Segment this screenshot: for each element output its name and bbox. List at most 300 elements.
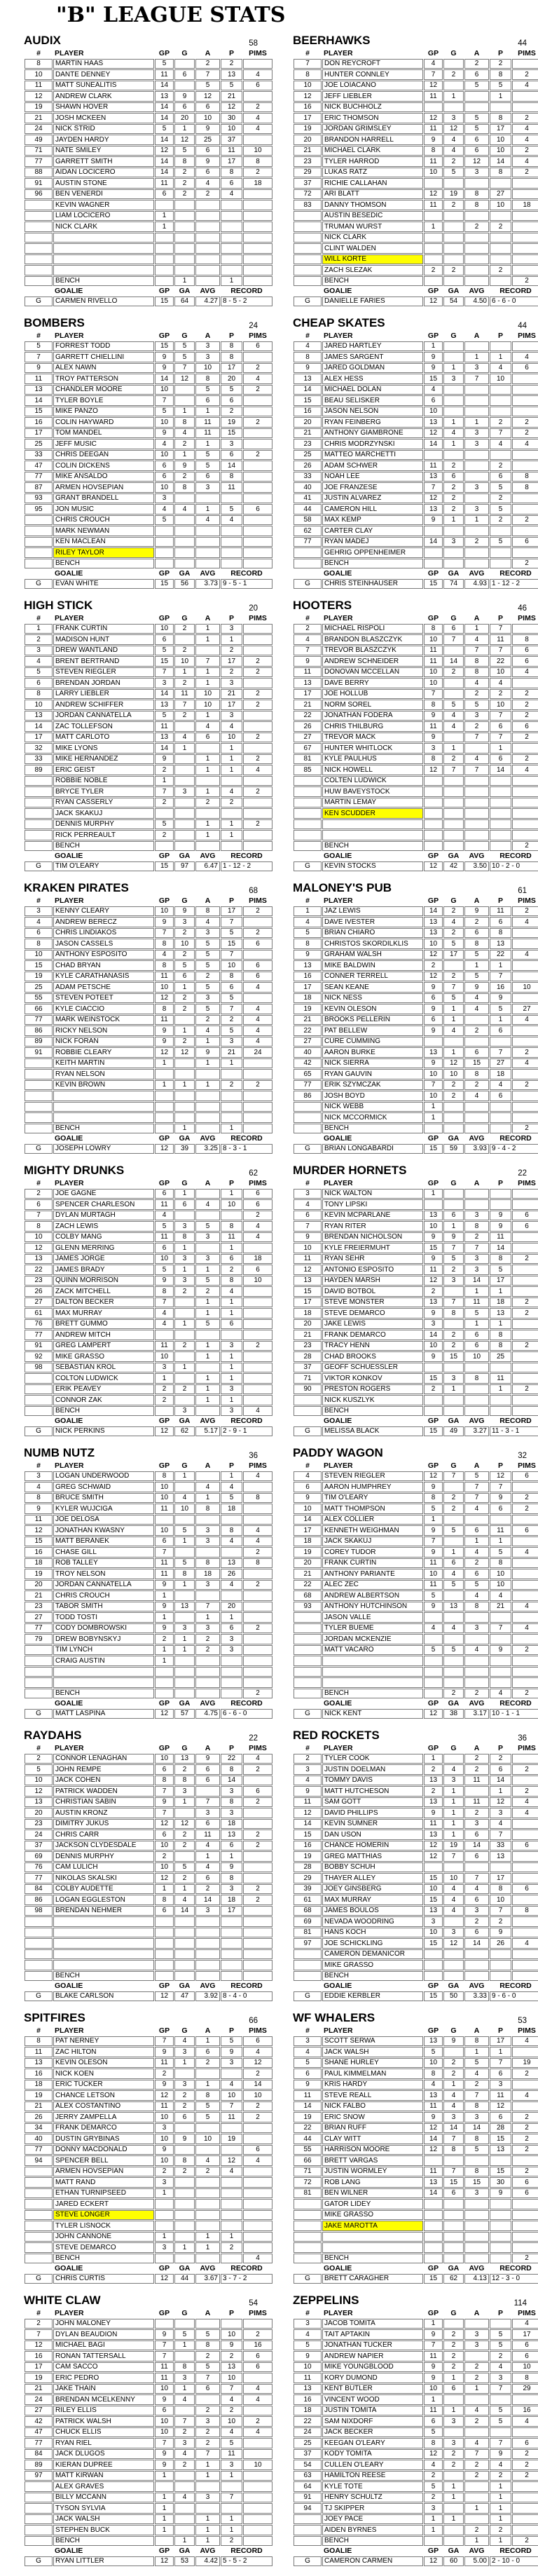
stat-cell: 5	[464, 700, 489, 710]
stat-cell: 2	[174, 2167, 195, 2177]
player-number: 16	[294, 102, 322, 113]
player-row	[294, 1047, 538, 1058]
empty-cell	[25, 1960, 53, 1970]
stat-cell	[174, 1373, 195, 1384]
stat-cell: 14	[464, 1276, 489, 1286]
stat-cell: 6	[512, 656, 538, 667]
goalie-gp: 12	[424, 297, 443, 307]
stat-cell: 13	[424, 1829, 443, 1840]
column-header: GP	[158, 614, 170, 623]
stat-cell	[243, 2167, 273, 2177]
stat-cell: 11	[221, 2449, 242, 2460]
bench-stat-cell	[464, 1971, 489, 1982]
bench-stat-cell	[174, 841, 195, 852]
stat-cell: 6	[443, 1211, 464, 1221]
bench-stat-cell	[243, 1971, 273, 1982]
empty-row	[25, 265, 273, 275]
team-name: BEERHAWKS	[293, 34, 371, 47]
stat-cell	[490, 1634, 511, 1644]
empty-cell	[174, 1938, 195, 1949]
stat-cell	[195, 1243, 220, 1253]
stat-cell: 8	[490, 1558, 511, 1569]
stat-cell: 4	[512, 156, 538, 167]
player-row	[294, 2503, 538, 2514]
stat-cell: 1	[195, 634, 220, 645]
stat-cell: 2	[490, 2525, 511, 2535]
column-header: G	[450, 1744, 457, 1753]
empty-cell	[424, 1667, 443, 1677]
goalie-avg: 3.25	[195, 1144, 220, 1154]
stat-cell	[443, 178, 464, 189]
stat-cell: 9	[155, 1580, 174, 1590]
player-number: 13	[25, 711, 53, 721]
stat-cell: 9	[424, 1547, 443, 1558]
stat-cell: 4	[464, 678, 489, 688]
stat-cell	[195, 2188, 220, 2199]
empty-cell	[424, 1656, 443, 1666]
player-number: 19	[25, 1569, 53, 1579]
stat-cell: 3	[174, 786, 195, 797]
player-name: NEVADA WOODRING	[322, 1916, 423, 1927]
player-row	[294, 1808, 538, 1818]
player-name: DENNIS MURPHY	[53, 1851, 154, 1862]
bench-stat-cell	[195, 1124, 220, 1134]
stat-cell: 2	[512, 2112, 538, 2122]
stat-cell: 6	[512, 1211, 538, 1221]
stat-cell: 3	[174, 2438, 195, 2448]
goalie-header-spacer	[294, 2264, 322, 2273]
stat-cell	[174, 2188, 195, 2199]
stat-cell	[512, 1351, 538, 1362]
empty-cell	[221, 243, 242, 254]
stat-cell: 9	[155, 2394, 174, 2405]
goalie-row	[25, 861, 273, 872]
stat-cell: 13	[490, 2145, 511, 2155]
stat-cell: 4	[464, 2406, 489, 2416]
stat-cell: 1	[424, 2319, 443, 2329]
stat-cell: 15	[221, 939, 242, 949]
player-number: 15	[25, 960, 53, 971]
player-name: NICK FALBO	[322, 2101, 423, 2112]
stat-cell: 6	[174, 2112, 195, 2122]
stat-cell	[512, 972, 538, 982]
player-name: AARON BURKE	[322, 1047, 423, 1058]
player-name: COLIN DICKENS	[53, 461, 154, 471]
goalie-row	[25, 2556, 273, 2567]
stat-cell: 9	[155, 2145, 174, 2155]
stat-cell: 4	[221, 1482, 242, 1492]
stat-cell: 9	[424, 515, 443, 526]
goalie-header-ga: GA	[179, 852, 191, 861]
stat-cell: 4	[464, 2438, 489, 2448]
stat-cell	[464, 1189, 489, 1199]
stat-cell: 2	[174, 1829, 195, 1840]
player-row	[294, 2351, 538, 2362]
stat-cell: 7	[195, 656, 220, 667]
stat-cell	[243, 798, 273, 808]
stat-cell	[221, 2188, 242, 2199]
goalie-ga: 38	[443, 1709, 464, 1719]
stat-cell	[490, 2210, 511, 2221]
column-header: G	[181, 2026, 188, 2036]
stat-cell: 2	[464, 1754, 489, 1764]
stat-cell: 2	[243, 754, 273, 765]
stat-cell	[221, 2069, 242, 2079]
stat-cell: 2	[243, 1547, 273, 1558]
player-row	[294, 928, 538, 939]
bench-stat-cell	[490, 841, 511, 852]
stat-cell: 2	[174, 1341, 195, 1351]
stat-cell: 7	[490, 711, 511, 721]
stat-cell	[195, 1590, 220, 1601]
stat-cell	[174, 2177, 195, 2188]
player-name: TOMMY DAVIS	[322, 1776, 423, 1786]
goalie-record: 1 - 12 - 2	[221, 861, 273, 872]
player-name: RILEY ELLIS	[53, 2406, 154, 2416]
stat-cell: 18	[243, 1254, 273, 1265]
goalie-ga: 44	[174, 2274, 195, 2284]
stat-cell: 2	[243, 700, 273, 710]
player-name: ANDREW CLARK	[53, 91, 154, 102]
team-name: KRAKEN PIRATES	[24, 881, 129, 894]
player-name: ARMEN HOVSEPIAN	[53, 2167, 154, 2177]
stat-cell: 22	[221, 1754, 242, 1764]
empty-row	[294, 819, 538, 830]
stat-cell: 18	[221, 1504, 242, 1514]
stat-cell: 12	[155, 146, 174, 156]
stat-cell: 12	[155, 2090, 174, 2101]
stat-cell: 3	[195, 482, 220, 493]
team-section	[24, 1729, 267, 2002]
player-name: MICHAEL RISPOLI	[322, 624, 423, 634]
player-number: 42	[25, 2416, 53, 2427]
stat-cell: 1	[424, 2514, 443, 2525]
stat-cell: 12	[221, 2155, 242, 2166]
goalie-header-ga: GA	[179, 1134, 191, 1143]
player-number: 21	[294, 700, 322, 710]
stat-cell: 4	[243, 1037, 273, 1047]
stat-cell: 10	[424, 667, 443, 678]
player-name: ANTHONY ESPOSITO	[53, 950, 154, 960]
goalie-avg: 3.17	[464, 1709, 489, 1719]
stat-cell	[243, 2188, 273, 2199]
player-number: 9	[294, 2351, 322, 2362]
stat-cell: 1	[221, 754, 242, 765]
player-row	[294, 798, 538, 808]
player-number: 19	[25, 102, 53, 113]
stat-cell: 4	[443, 1895, 464, 1905]
stat-cell	[512, 939, 538, 949]
goalie-header-ga: GA	[448, 2264, 460, 2273]
stat-cell	[243, 1776, 273, 1786]
stat-cell	[195, 1069, 220, 1079]
player-number: 22	[294, 1025, 322, 1036]
player-number: 81	[294, 2188, 322, 2199]
player-row	[294, 243, 538, 254]
team-name: WF WHALERS	[293, 2011, 375, 2024]
player-row	[25, 2080, 273, 2090]
column-header: P	[228, 1744, 234, 1753]
stat-cell: 8	[512, 1906, 538, 1916]
player-name: KODY TOMITA	[322, 2449, 423, 2460]
player-name: ZAC TOLLEFSON	[53, 721, 154, 732]
stat-cell: 5	[443, 1254, 464, 1265]
bench-stat-cell: 1	[221, 276, 242, 287]
player-row	[294, 2145, 538, 2155]
player-number: 33	[25, 450, 53, 461]
empty-cell	[443, 1656, 464, 1666]
stat-cell	[221, 2145, 242, 2155]
stat-cell	[464, 1634, 489, 1644]
player-name: ALEX COLLIER	[322, 1515, 423, 1525]
stat-cell	[243, 1286, 273, 1297]
player-row	[25, 2069, 273, 2079]
player-name: DYLAN BEAUDION	[53, 2329, 154, 2340]
stat-cell	[195, 2394, 220, 2405]
player-row	[25, 1482, 273, 1492]
stat-cell: 2	[155, 1634, 174, 1644]
player-row	[294, 1254, 538, 1265]
goalie-header-avg: AVG	[200, 1699, 216, 1708]
stat-cell: 2	[443, 2329, 464, 2340]
stat-cell: 10	[512, 982, 538, 993]
stat-cell: 13	[490, 1851, 511, 1862]
goalie-header-avg: AVG	[469, 1134, 485, 1143]
player-row	[294, 1515, 538, 1525]
goalie-ga: 62	[174, 1426, 195, 1437]
stat-cell: 4	[464, 1645, 489, 1656]
player-row	[294, 1471, 538, 1482]
stat-cell: 6	[195, 1873, 220, 1883]
player-row	[294, 1547, 538, 1558]
stat-cell: 8	[243, 156, 273, 167]
stat-cell: 7	[155, 667, 174, 678]
player-number: 67	[294, 743, 322, 754]
stat-cell	[490, 211, 511, 222]
stat-cell: 11	[155, 2058, 174, 2069]
player-number: 11	[294, 2090, 322, 2101]
goalie-header-avg: AVG	[469, 1699, 485, 1708]
stat-cell: 10	[490, 1580, 511, 1590]
player-name: MATT BERANEK	[53, 1536, 154, 1547]
stat-cell: 4	[174, 1493, 195, 1504]
player-row	[25, 2145, 273, 2155]
player-row	[294, 1189, 538, 1199]
stat-cell: 10	[155, 1862, 174, 1873]
stat-cell: 1	[195, 765, 220, 775]
player-row	[294, 776, 538, 786]
stat-cell: 12	[174, 1819, 195, 1829]
player-row	[294, 624, 538, 634]
stat-cell: 8	[221, 1764, 242, 1775]
bench-stat-cell	[424, 276, 443, 287]
empty-cell	[243, 1677, 273, 1688]
stat-cell	[424, 798, 443, 808]
stat-cell	[174, 1612, 195, 1623]
stat-cell	[243, 537, 273, 547]
stat-cell: 9	[155, 363, 174, 374]
column-header: A	[205, 614, 211, 623]
player-number: 2	[294, 624, 322, 634]
stat-cell	[155, 200, 174, 210]
stat-cell: 7	[221, 2384, 242, 2394]
bench-row	[25, 1124, 273, 1134]
stat-cell: 13	[424, 2036, 443, 2047]
stat-cell: 11	[155, 1232, 174, 1243]
player-number: 8	[25, 59, 53, 69]
stat-cell: 1	[174, 1265, 195, 1275]
empty-cell	[322, 2242, 423, 2253]
stat-cell	[512, 1319, 538, 1330]
column-header: PLAYER	[55, 2026, 84, 2036]
bench-label: BENCH	[53, 276, 154, 287]
player-number: 77	[294, 537, 322, 547]
stat-cell	[155, 808, 174, 819]
player-number: 3	[294, 2319, 322, 2329]
empty-cell	[512, 2242, 538, 2253]
empty-cell	[243, 1928, 273, 1938]
stat-cell: 10	[243, 2090, 273, 2101]
stat-cell: 8	[195, 374, 220, 384]
team-section	[24, 2294, 267, 2567]
player-row	[25, 363, 273, 374]
stat-cell: 4	[512, 1808, 538, 1818]
goalie-header-record: RECORD	[230, 1417, 263, 1426]
goalie-header-ga: GA	[179, 287, 191, 296]
stat-cell: 1	[443, 1221, 464, 1232]
player-number: 29	[294, 1873, 322, 1883]
column-header: #	[36, 1744, 41, 1753]
player-name: NATE SMILEY	[53, 146, 154, 156]
stat-cell: 7	[221, 1004, 242, 1014]
stat-cell: 2	[512, 906, 538, 917]
stat-cell	[512, 1829, 538, 1840]
team-section	[293, 1164, 536, 1437]
player-number: 97	[25, 2471, 53, 2481]
stat-cell: 11	[155, 1015, 174, 1025]
player-row	[25, 700, 273, 710]
stat-cell: 8	[490, 1884, 511, 1895]
stat-cell: 4	[174, 2449, 195, 2460]
stat-cell: 4	[195, 721, 220, 732]
empty-row	[294, 2242, 538, 2253]
stat-cell: 4	[512, 1058, 538, 1069]
player-name: JACK SKAKUJ	[53, 808, 154, 819]
stat-cell: 5	[490, 537, 511, 547]
stat-cell	[464, 2514, 489, 2525]
stat-cell: 7	[174, 2416, 195, 2427]
player-number: 20	[25, 1580, 53, 1590]
stat-cell: 14	[443, 656, 464, 667]
stat-cell: 8	[195, 1558, 220, 1569]
stat-cell: 28	[490, 2123, 511, 2134]
player-row	[294, 1645, 538, 1656]
stat-cell	[464, 472, 489, 482]
stat-cell: 19	[443, 189, 464, 200]
empty-cell	[53, 265, 154, 275]
stat-cell: 9	[424, 363, 443, 374]
column-header: GP	[427, 614, 439, 623]
stat-cell: 2	[174, 1037, 195, 1047]
stat-cell: 4	[512, 1623, 538, 1634]
player-name: PAT BELLEW	[322, 1025, 423, 1036]
player-number	[25, 2188, 53, 2199]
stat-cell: 3	[195, 928, 220, 939]
stat-cell: 12	[424, 1471, 443, 1482]
stat-cell	[443, 2319, 464, 2329]
empty-cell	[221, 1949, 242, 1960]
player-name: COLBY MANG	[53, 1232, 154, 1243]
stat-cell: 2	[424, 1764, 443, 1775]
goalie-gp: 15	[424, 1426, 443, 1437]
column-header: PIMS	[518, 1461, 536, 1471]
stat-cell: 4	[195, 2155, 220, 2166]
stat-cell: 3	[443, 1928, 464, 1938]
stat-cell: 1	[155, 1656, 174, 1666]
stat-cell: 2	[174, 624, 195, 634]
column-header-row	[25, 1179, 273, 1188]
stat-cell: 1	[155, 2188, 174, 2199]
stat-cell	[155, 1515, 174, 1525]
goalie-header-gp: GP	[158, 2264, 170, 2273]
stat-cell: 17	[490, 1276, 511, 1286]
player-number: 12	[25, 2340, 53, 2351]
empty-cell	[53, 1949, 154, 1960]
goalie-header-row	[294, 287, 538, 296]
stat-cell: 1	[464, 417, 489, 428]
player-name: SHANE HURLEY	[322, 2058, 423, 2069]
player-name: SHAWN HOVER	[53, 102, 154, 113]
stat-cell	[155, 2221, 174, 2231]
column-header: #	[305, 1179, 310, 1188]
column-header: P	[228, 2026, 234, 2036]
stat-cell: 1	[155, 2471, 174, 2481]
player-row	[294, 1243, 538, 1253]
stat-cell: 6	[195, 2384, 220, 2394]
stat-cell	[174, 222, 195, 232]
bench-stat-cell	[464, 1406, 489, 1417]
stat-cell: 1	[443, 1047, 464, 1058]
stat-cell: 3	[195, 1623, 220, 1634]
empty-cell	[490, 1667, 511, 1677]
player-number: 3	[25, 646, 53, 656]
stat-cell: 17	[221, 363, 242, 374]
player-row	[294, 754, 538, 765]
stat-cell: 14	[155, 81, 174, 91]
stat-cell: 5	[490, 1547, 511, 1558]
stats-table	[24, 48, 273, 307]
player-number: 15	[25, 407, 53, 417]
goalie-header-gp: GP	[427, 569, 439, 578]
stat-cell: 6	[512, 363, 538, 374]
stat-cell: 8	[155, 960, 174, 971]
player-number	[294, 2210, 322, 2221]
stat-cell	[443, 1482, 464, 1492]
stat-cell: 25	[195, 135, 220, 145]
player-name: FRANK DEMARCO	[322, 1330, 423, 1340]
column-header: #	[36, 1461, 41, 1471]
player-row	[294, 1504, 538, 1514]
player-name: MICHAEL CLARK	[322, 146, 423, 156]
stat-cell	[464, 1515, 489, 1525]
stat-cell: 12	[443, 124, 464, 135]
stat-cell: 2	[195, 2167, 220, 2177]
player-name: WILL KORTE	[322, 254, 423, 265]
player-name: PATRICK WADDEN	[53, 1786, 154, 1797]
player-number	[294, 798, 322, 808]
empty-cell	[464, 2232, 489, 2242]
player-name: BRETT GUMMO	[53, 1319, 154, 1330]
